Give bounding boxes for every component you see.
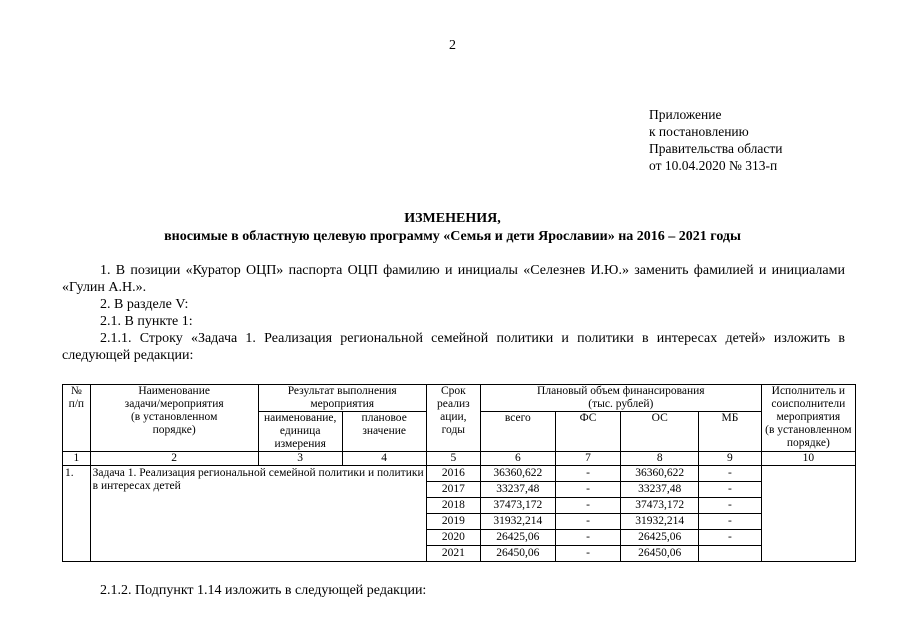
total-cell: 37473,172 [480,498,555,514]
total-cell: 33237,48 [480,482,555,498]
paragraph-3: 2.1. В пункте 1: [100,314,193,329]
os-cell: 26450,06 [621,546,699,562]
column-number-cell: 10 [761,452,855,466]
header-executor: Исполнитель и соисполнители мероприятия (в установленном порядке) [761,385,855,452]
paragraph-after-table: 2.1.2. Подпункт 1.14 изложить в следующей редакции: [100,583,427,598]
header-name: Наименование задачи/мероприятия (в установленном порядке) [90,385,258,452]
year-cell: 2021 [426,546,480,562]
task-name-cell: Задача 1. Реализация региональной семейной политики и политики в интересах детей [90,466,426,562]
mb-cell: - [699,482,761,498]
os-cell: 36360,622 [621,466,699,482]
fs-cell: - [555,498,621,514]
mb-cell [699,546,761,562]
header-result-name: наименование, единица измерения [258,412,342,452]
os-cell: 33237,48 [621,482,699,498]
year-cell: 2020 [426,530,480,546]
os-cell: 26425,06 [621,530,699,546]
column-number-cell: 3 [258,452,342,466]
year-cell: 2019 [426,514,480,530]
header-total: всего [480,412,555,452]
paragraph-1: 1. В позиции «Куратор ОЦП» паспорта ОЦП фамилию и инициалы «Селезнев И.Ю.» заменить фамилией и инициалами «Гулин А.Н.». [62,263,845,295]
column-number-cell: 8 [621,452,699,466]
column-number-cell: 1 [63,452,91,466]
header-result-value: плановое значение [342,412,426,452]
header-result: Результат выполнения мероприятия [258,385,426,412]
paragraph-2: 2. В разделе V: [100,297,189,312]
header-os: ОС [621,412,699,452]
os-cell: 31932,214 [621,514,699,530]
page-number: 2 [449,38,456,53]
header-term: Срок реализ ации, годы [426,385,480,452]
mb-cell: - [699,498,761,514]
column-number-cell: 6 [480,452,555,466]
header-funding: Плановый объем финансирования (тыс. рублей) [480,385,761,412]
title-line-1: ИЗМЕНЕНИЯ, [404,211,501,226]
fs-cell: - [555,546,621,562]
header-fs: ФС [555,412,621,452]
appendix-line: к постановлению [649,124,749,139]
column-number-row [63,452,856,466]
column-number-cell: 2 [90,452,258,466]
executor-cell [761,466,855,562]
document-body [62,262,845,364]
total-cell: 36360,622 [480,466,555,482]
total-cell: 31932,214 [480,514,555,530]
paragraph-4: 2.1.1. Строку «Задача 1. Реализация региональной семейной политики и политики в интересах детей» изложить в следующей редакции: [62,331,845,363]
header-mb: МБ [699,412,761,452]
column-number-cell: 9 [699,452,761,466]
header-num: № п/п [63,385,91,452]
appendix-line: от 10.04.2020 № 313-п [649,158,778,173]
year-cell: 2016 [426,466,480,482]
total-cell: 26450,06 [480,546,555,562]
year-cell: 2018 [426,498,480,514]
total-cell: 26425,06 [480,530,555,546]
appendix-block [649,106,782,174]
funding-table [62,384,856,562]
appendix-line: Приложение [649,107,722,122]
document-title [0,210,905,246]
column-number-cell: 4 [342,452,426,466]
task-num-cell: 1. [63,466,91,562]
mb-cell: - [699,530,761,546]
fs-cell: - [555,514,621,530]
mb-cell: - [699,466,761,482]
table-row [63,466,856,482]
appendix-line: Правительства области [649,141,783,156]
fs-cell: - [555,482,621,498]
mb-cell: - [699,514,761,530]
column-number-cell: 5 [426,452,480,466]
year-cell: 2017 [426,482,480,498]
title-line-2: вносимые в областную целевую программу «Семья и дети Ярославии» на 2016 – 2021 годы [164,229,741,244]
fs-cell: - [555,530,621,546]
fs-cell: - [555,466,621,482]
column-number-cell: 7 [555,452,621,466]
os-cell: 37473,172 [621,498,699,514]
